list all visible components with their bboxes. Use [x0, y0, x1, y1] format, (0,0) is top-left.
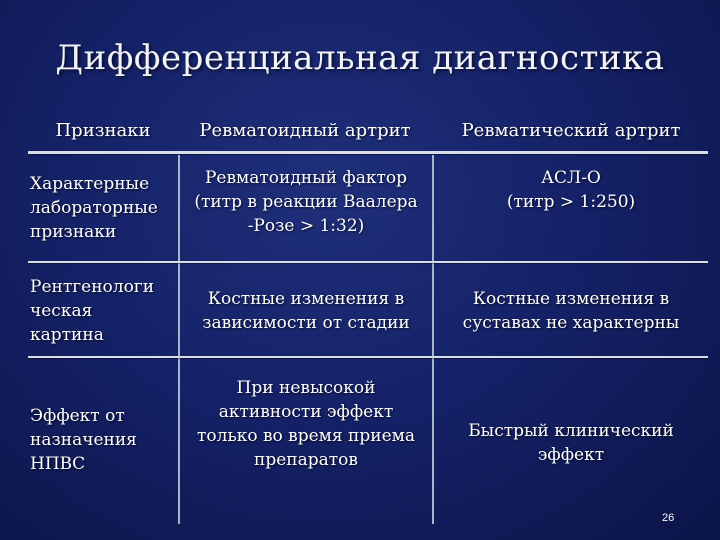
table-header-rheumatoid-arthritis: Ревматоидный артрит: [199, 119, 411, 141]
page-number: 26: [662, 512, 675, 524]
feature-line: Характерные: [30, 174, 150, 194]
cell-line: только во время приема: [197, 426, 415, 446]
table-row-2-rheumatic: [436, 287, 706, 335]
table-row-1-rheumatic: [436, 166, 706, 214]
table-row-2-feature: [30, 275, 178, 347]
cell-line: Костные изменения в: [207, 289, 405, 309]
cell-line: эффект: [537, 445, 605, 465]
table-row-1-feature: [30, 172, 178, 244]
table-row-3-rheumatic: [436, 419, 706, 467]
table-divider-row-1: [28, 261, 708, 263]
feature-line: Рентгенологи: [30, 277, 155, 297]
cell-line: Быстрый клинический: [468, 421, 674, 441]
table-divider-row-2: [28, 356, 708, 358]
table-header-features: Признаки: [55, 119, 151, 141]
cell-line: препаратов: [254, 450, 358, 470]
feature-line: Эффект от: [30, 406, 125, 426]
table-header-rheumatic-arthritis: Ревматический артрит: [461, 119, 681, 141]
feature-line: лабораторные: [30, 198, 158, 218]
table-column-divider-2: [432, 155, 434, 524]
cell-line: зависимости от стадии: [202, 313, 410, 333]
feature-line: картина: [30, 325, 104, 345]
cell-line: При невысокой: [236, 378, 376, 398]
feature-line: назначения: [30, 430, 137, 450]
cell-line: (титр в реакции Ваалера: [194, 192, 418, 212]
cell-line: Ревматоидный фактор: [204, 168, 408, 188]
cell-line: (титр > 1:250): [506, 192, 636, 212]
cell-line: суставах не характерны: [462, 313, 680, 333]
cell-line: -Розе > 1:32): [247, 216, 365, 236]
cell-line: Костные изменения в: [472, 289, 670, 309]
cell-line: активности эффект: [218, 402, 394, 422]
table-row-3-feature: [30, 404, 178, 476]
feature-line: признаки: [30, 222, 117, 242]
feature-line: НПВС: [30, 454, 86, 474]
table-row-2-ra: [180, 287, 432, 335]
table-divider-header: [28, 151, 708, 154]
feature-line: ческая: [30, 301, 93, 321]
slide-title: Дифференциальная диагностика: [55, 38, 665, 78]
table-row-1-ra: [180, 166, 432, 238]
cell-line: АСЛ-О: [541, 168, 601, 188]
table-row-3-ra: [180, 376, 432, 472]
